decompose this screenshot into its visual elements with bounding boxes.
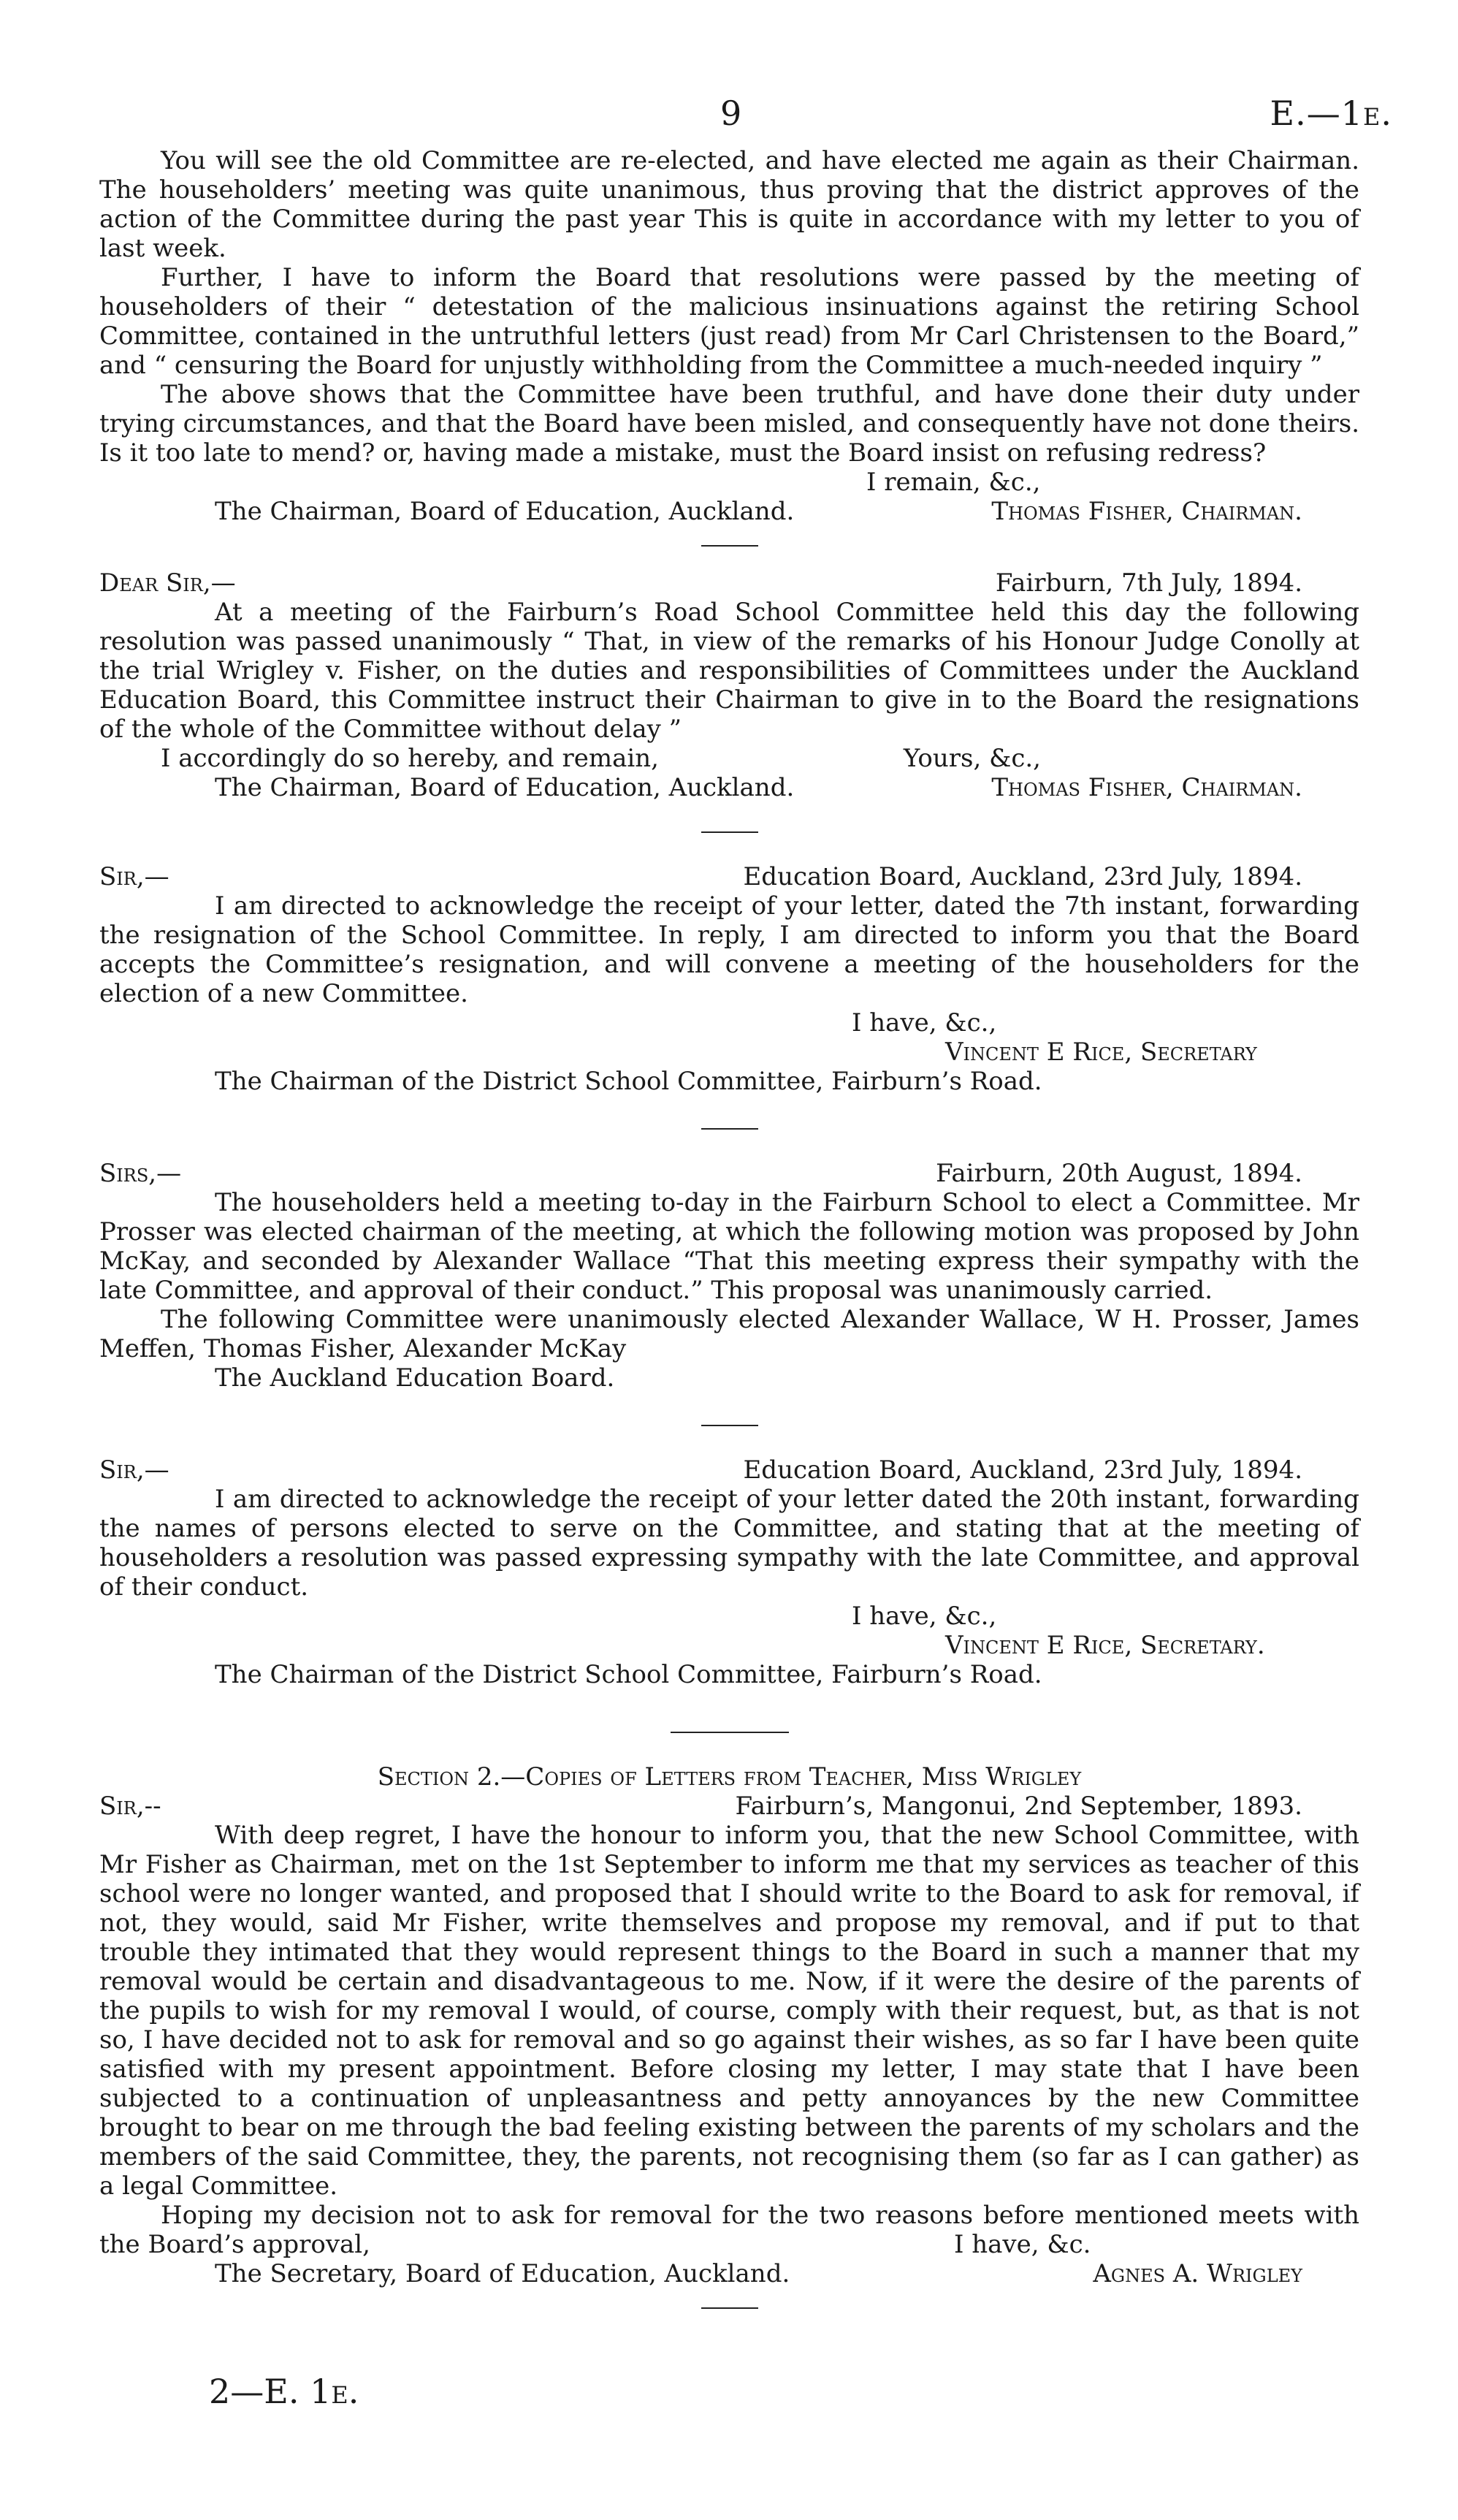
letter-4-paragraph-1: The householders held a meeting to-day in the Fairburn School to elect a Committee. Mr Prosser was elected chairman of the meeting, at which the following motion was proposed by John McKay, and seconded by Alexander Wallace “That this meeting express their sympathy with the late Committee, and approval of their conduct.” This proposal was unanimously carried.	[99, 1188, 1359, 1305]
document-body	[99, 146, 1359, 2331]
letter-1-addressee: The Chairman, Board of Education, Auckland.	[215, 497, 795, 526]
letter-5-signature: Vincent E Rice, Secretary.	[945, 1631, 1265, 1660]
section-heading: Section 2.—Copies of Letters from Teacher, Miss Wrigley	[377, 1762, 1082, 1792]
section-letter-place-date: Fairburn’s, Mangonui, 2nd September, 1893.	[735, 1792, 1302, 1821]
letter-5	[99, 1455, 1359, 1689]
letter-1-closing: I remain, &c.,	[866, 468, 1041, 497]
letter-5-closing: I have, &c.,	[852, 1602, 997, 1631]
separator-rule	[701, 1425, 758, 1426]
separator-rule	[701, 831, 758, 833]
separator-rule	[701, 545, 758, 547]
letter-2-paragraph-2: I accordingly do so hereby, and remain,	[161, 744, 659, 773]
page-number: 9	[720, 94, 742, 133]
section-letter-addressee: The Secretary, Board of Education, Auckland.	[215, 2259, 790, 2288]
letter-2-addressee: The Chairman, Board of Education, Auckland.	[215, 773, 795, 802]
letter-1	[99, 146, 1359, 526]
letter-5-addressee: The Chairman of the District School Committee, Fairburn’s Road.	[215, 1660, 1042, 1689]
section-letter-paragraph-1: With deep regret, I have the honour to inform you, that the new School Committee, with Mr Fisher as Chairman, met on the 1st September to inform me that my services as teacher of this school were no longer wanted, and proposed that I should write to the Board to ask for removal, if not, they would, said Mr Fisher, write themselves and propose my removal, and if put to that trouble they intimated that they would represent things to the Board in such a manner that my removal would be certain and disadvantageous to me. Now, if it were the desire of the parents of the pupils to wish for my removal I would, of course, comply with their request, but, as that is not so, I have decided not to ask for removal and so go against their wishes, as so far I have been quite satisfied with my present appointment. Before closing my letter, I may state that I have been subjected to a continuation of unpleasantness and petty annoyances by the new Committee brought to bear on me through the bad feeling existing between the parents of my scholars and the members of the said Committee, they, the parents, not recognising them (so far as I can gather) as a legal Committee.	[99, 1821, 1359, 2201]
section-letter-closing: I have, &c.	[954, 2230, 1091, 2259]
letter-4-addressee: The Auckland Education Board.	[215, 1363, 615, 1393]
separator-rule	[701, 2307, 758, 2309]
letter-2	[99, 568, 1359, 802]
letter-4-place-date: Fairburn, 20th August, 1894.	[936, 1159, 1302, 1188]
letter-4	[99, 1159, 1359, 1393]
letter-3-signature: Vincent E Rice, Secretary	[945, 1038, 1257, 1067]
letter-5-paragraph-1: I am directed to acknowledge the receipt of your letter dated the 20th instant, forwarding the names of persons elected to serve on the Committee, and stating that at the meeting of householders a resolution was passed expressing sympathy with the late Committee, and approval of their conduct.	[99, 1485, 1359, 1602]
letter-2-signature: Thomas Fisher, Chairman.	[991, 773, 1302, 802]
letter-2-salutation: Dear Sir,—	[99, 568, 236, 598]
letter-2-place-date: Fairburn, 7th July, 1894.	[995, 568, 1302, 598]
section-letter-salutation: Sir,--	[99, 1792, 161, 1821]
letter-3-closing: I have, &c.,	[852, 1008, 997, 1038]
document-reference: E.—1e.	[1270, 94, 1392, 133]
letter-4-salutation: Sirs,—	[99, 1159, 182, 1188]
letter-1-paragraph-2: Further, I have to inform the Board that resolutions were passed by the meeting of householders of their “ detestation of the malicious insinuations against the retiring School Committee, contained in the untruthful letters (just read) from Mr Carl Christensen to the Board,” and “ censuring the Board for unjustly withholding from the Committee a much-needed inquiry ”	[99, 263, 1359, 380]
section-separator-rule	[671, 1732, 789, 1733]
letter-2-closing: Yours, &c.,	[903, 744, 1041, 773]
letter-1-signature: Thomas Fisher, Chairman.	[991, 497, 1302, 526]
section-2	[99, 1762, 1359, 2288]
letter-3	[99, 862, 1359, 1096]
letter-1-paragraph-3: The above shows that the Committee have been truthful, and have done their duty under trying circumstances, and that the Board have been misled, and consequently have not done theirs. Is it too late to mend? or, having made a mistake, must the Board insist on refusing redress?	[99, 380, 1359, 468]
letter-1-paragraph-1: You will see the old Committee are re-elected, and have elected me again as their Chairman. The householders’ meeting was quite unanimous, thus proving that the district approves of the action of the Committee during the past year This is quite in accordance with my letter to you of last week.	[99, 146, 1359, 263]
letter-3-paragraph-1: I am directed to acknowledge the receipt of your letter, dated the 7th instant, forwarding the resignation of the School Committee. In reply, I am directed to inform you that the Board accepts the Committee’s resignation, and will convene a meeting of the householders for the election of a new Committee.	[99, 891, 1359, 1008]
section-letter-signature: Agnes A. Wrigley	[1093, 2259, 1302, 2288]
letter-3-salutation: Sir,—	[99, 862, 169, 891]
letter-3-place-date: Education Board, Auckland, 23rd July, 1894.	[743, 862, 1302, 891]
letter-5-salutation: Sir,—	[99, 1455, 169, 1485]
letter-4-paragraph-2: The following Committee were unanimously elected Alexander Wallace, W H. Prosser, James Meffen, Thomas Fisher, Alexander McKay	[99, 1305, 1359, 1363]
footer-signature-mark: 2—E. 1e.	[209, 2372, 359, 2411]
section-letter-paragraph-2: Hoping my decision not to ask for removal for the two reasons before mentioned meets with the Board’s approval,	[99, 2201, 1359, 2259]
letter-2-paragraph-1: At a meeting of the Fairburn’s Road School Committee held this day the following resolution was passed unanimously “ That, in view of the remarks of his Honour Judge Conolly at the trial Wrigley v. Fisher, on the duties and responsibilities of Committees under the Auckland Education Board, this Committee instruct their Chairman to give in to the Board the resignations of the whole of the Committee without delay ”	[99, 598, 1359, 744]
letter-5-place-date: Education Board, Auckland, 23rd July, 1894.	[743, 1455, 1302, 1485]
separator-rule	[701, 1128, 758, 1130]
letter-3-addressee: The Chairman of the District School Committee, Fairburn’s Road.	[215, 1067, 1042, 1096]
